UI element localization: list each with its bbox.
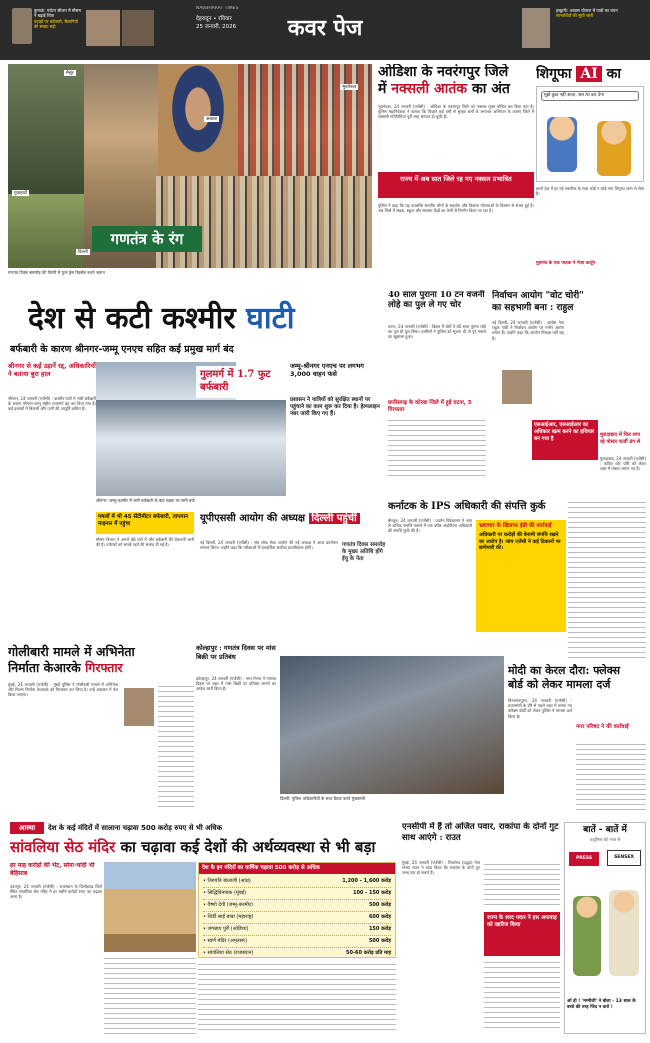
pawar-body-lines (484, 862, 560, 908)
baaten-sign-2: SENSEX (607, 850, 641, 866)
label-guwahati: गुवाहाटी (14, 191, 28, 196)
temple-row (203, 912, 391, 924)
cartoon-figure-2 (597, 121, 631, 176)
ips-box-body: अधिकारी पर करोड़ों की बेनामी संपत्ति रखने का आरोप है। जांच एजेंसी ने कई ठिकानों पर छापेमारी की। (479, 532, 561, 551)
odisha-headline: ओडिशा के नवरंगपुर जिले में नक्सली आतंक का अंत (378, 64, 510, 97)
parade-inset-a (8, 64, 84, 194)
upsc-body: नई दिल्ली, 24 जनवरी (एजेंसी) : संघ लोक सेवा आयोग की नई अध्यक्ष ने आज कार्यभार संभाल लिया। उन्होंने कहा कि परीक्षाओं में पारदर्शिता सर्वोच्च प्राथमिकता होगी। (200, 540, 338, 551)
shigufa-note: हमारे देश में हर नई तकनीक के साथ कोई न कोई नया शिगूफा जन्म ले लेता है। (536, 186, 644, 197)
label-ambala: अंबाला (206, 117, 218, 122)
rahul-headline: निर्वाचन आयोग "वोट चोरी" का सहभागी बना : राहुल (492, 291, 584, 313)
baaten-drawing (567, 846, 643, 996)
temple-amount: 600 करोड़ (368, 914, 391, 920)
masthead (0, 0, 650, 60)
paper-name: NAVBHARAT TIMES (196, 6, 239, 11)
baaten-byline: कार्टूनिस्ट की नजर से (589, 837, 621, 842)
meeting-photo-caption: दिल्ली: पुलिस अधिकारियों के साथ बैठक करते मुख्यमंत्री (280, 796, 365, 801)
shigufa-footer: गुड़गांव के एक पाठक ने भेजा कार्टून (536, 261, 596, 266)
shigufa-cartoon (536, 86, 644, 182)
kashmir-photo-main (96, 400, 286, 496)
republic-day-caption: गणतंत्र दिवस समारोह की तैयारी में फुल ड्रेस रिहर्सल करते जवान (8, 270, 105, 275)
odisha-body-2: पुलिस ने कहा कि यह उपलब्धि स्थानीय लोगों के सहयोग और विकास योजनाओं के विस्तार से संभव हुई है। अब जिले में सड़क, स्कूल और स्वास्थ्य केंद्रों का तेजी से निर्माण किया जा रहा है। (378, 203, 534, 214)
ips-headline: कर्नाटक के IPS अधिकारी की संपत्ति कुर्क (388, 501, 546, 512)
left-promo-photo (12, 8, 32, 44)
kashmir-info-box (290, 362, 382, 510)
rahul-body: नई दिल्ली, 24 जनवरी (एजेंसी) : कांग्रेस नेता राहुल गांधी ने निर्वाचन आयोग पर गंभीर आरोप लगाए हैं। उन्होंने कहा कि आयोग निष्पक्ष नहीं रहा है। (492, 320, 564, 341)
kashmir-photo-caption: श्रीनगर: जम्मू-कश्मीर में भारी बर्फबारी के बाद सड़क पर जमी बर्फ (96, 498, 195, 503)
bridge-body-lines (388, 418, 486, 478)
actor-photo (124, 688, 154, 726)
rahul-story (492, 290, 646, 498)
temple-name: • तिरुपति बालाजी (आंध्र) (203, 878, 251, 884)
temple-amount: 50-60 करोड़ प्रति माह (346, 950, 391, 956)
baaten-figure-1 (573, 896, 601, 976)
temple-table-title: देश के इन मंदिरों का वार्षिक चढ़ावा 500 करोड़ से अधिक (199, 863, 395, 874)
ips-body: बेंगलुरु, 24 जनवरी (एजेंसी) : प्रवर्तन निदेशालय ने आय से अधिक संपत्ति मामले में एक वरिष्ठ आईपीएस अधिकारी की संपत्ति कुर्क की है। (388, 518, 472, 534)
temple-name: • शिर्डी साईं बाबा (महाराष्ट्र) (203, 914, 254, 920)
bridge-theft-story (388, 290, 486, 496)
cartoon-figure (547, 117, 577, 172)
bridge-sub-head: छत्तीसगढ़ के कोरबा जिले में हुई घटना, 5 गिरफ्तार (388, 400, 472, 413)
kashmir-sub-head: गमलों में भी 45 सेंटीमीटर बर्फबारी, तापमान माइनस में पहुंचा (96, 512, 194, 534)
baaten-cartoon (564, 822, 646, 1034)
pawar-body-lines-2 (484, 960, 560, 1032)
baaten-title: बातें - बातें में (583, 825, 627, 835)
aastha-lower-columns (198, 962, 396, 1034)
temple-name: • जगन्नाथ पुरी (ओडिशा) (203, 926, 249, 932)
actor-body: मुंबई, 24 जनवरी (एजेंसी) : मुंबई पुलिस ने गोलीबारी मामले में अभिनेता और फिल्म निर्माता केआरके को गिरफ्तार कर लिया है। उन्हें अदालत में पेश किया जाएगा। (8, 682, 118, 698)
baaten-caption: ओ हो ! 'मम्मीजी' ने बोला - 13 साल के बच्चे की तरह जिद न करो ! (567, 999, 636, 1010)
temple-name: • सांवलिया सेठ (राजस्थान) (203, 950, 254, 956)
meeting-photo (280, 656, 504, 794)
aastha-body: उदयपुर, 24 जनवरी (एजेंसी) : राजस्थान के चित्तौड़गढ़ जिले स्थित सांवलिया सेठ मंदिर में हर महीने करोड़ों रुपए का चढ़ावा आता है। (10, 884, 102, 900)
baaten-figure-2 (609, 890, 639, 976)
kashmir-sub-story (96, 512, 194, 638)
page-title: कवर पेज (287, 15, 363, 41)
temple-row (203, 948, 391, 958)
kolhapur-body: कोल्हापुर, 24 जनवरी (एजेंसी) : नगर निगम ने गणतंत्र दिवस पर शहर में मांस बिक्री पर प्रतिबंध लगाने का आदेश जारी किया है। (196, 676, 276, 692)
shigufa-title: शिगूफा AI का (536, 66, 622, 82)
kashmir-snow-label: गुलमर्ग में 1.7 फुट बर्फबारी (196, 366, 276, 398)
rahul-photo (502, 370, 532, 404)
upsc-story (200, 512, 386, 640)
temple-amount: 500 करोड़ (368, 902, 391, 908)
rahul-quote: एसआईआर, एसआईआर का अधिकार खत्म करने का हथियार बन गया है (532, 420, 598, 460)
temple-amount: 500 करोड़ (368, 938, 391, 944)
right-promo-photo (522, 8, 550, 48)
kolhapur-story (196, 644, 276, 814)
modi-body-lines (576, 742, 646, 814)
actor-arrest-story (8, 644, 194, 814)
aastha-tag: आस्था (10, 822, 44, 834)
aastha-headline: सांवलिया सेठ मंदिर का चढ़ावा कई देशों की अर्थव्यवस्था से भी बड़ा (10, 838, 376, 856)
right-promo-text: हल्द्वानी: आवास योजना में पात्रों का चयन लाभार्थियों की सूची जारी (556, 8, 618, 19)
officer-portrait (158, 64, 238, 176)
modi-body: तिरुवनंतपुरम, 24 जनवरी (एजेंसी) : प्रधानमंत्री के दौरे से पहले शहर में लगाए गए फ्लेक्स बोर्डों को लेकर पुलिस ने मामला दर्ज किया है। (508, 698, 572, 719)
kashmir-side-head: श्रीनगर से कई उड़ानें रद्द, अधिकारियों ने बताया बुरा हाल (8, 362, 96, 378)
temple-table-rows (199, 874, 395, 958)
rahul-side-head: मुरादाबाद में फिर लगा रहे पोस्टर फर्जी ढंग से (600, 432, 641, 445)
kolhapur-headline: कोल्हापुर : गणतंत्र दिवस पर मांस बिक्री पर प्रतिबंध (196, 644, 276, 661)
band-contingent (238, 64, 372, 176)
baaten-sign-1: PRESS NOTE (569, 852, 599, 866)
kashmir-headline: देश से कटी कश्मीर घाटी (28, 301, 295, 336)
odisha-body: भुवनेश्वर, 24 जनवरी (एजेंसी) : ओडिशा के नवरंगपुर जिले को नक्सल मुक्त घोषित कर दिया गया है। पुलिस महानिदेशक ने बताया कि पिछले कई वर्षों से सुरक्षा बलों के लगातार अभियान के कारण जिले में नक्सली गतिविधियां पूरी तरह समाप्त हो चुकी हैं। (378, 104, 534, 120)
marching-contingent (156, 176, 372, 268)
left-promo-photo-2 (86, 10, 120, 46)
modi-headline: मोदी का केरल दौरा: फ्लेक्स बोर्ड को लेकर मामला दर्ज (508, 664, 621, 691)
ips-box-head: भ्रष्टाचार के खिलाफ ईडी की कार्रवाई (479, 523, 552, 529)
odisha-pullquote: राज्य में अब सात जिले रह गए नक्सल प्रभावित (378, 172, 534, 198)
temple-row (203, 888, 391, 900)
actor-headline: गोलीबारी मामले में अभिनेता निर्माता केआरके गिरफ्तार (8, 644, 135, 675)
shigufa-box (536, 64, 644, 286)
label-mysore: मैसूर (66, 71, 74, 76)
temple-name: • वैष्णो देवी (जम्मू-कश्मीर) (203, 902, 253, 908)
rahul-continued-column (568, 500, 646, 660)
kashmir-side-body: श्रीनगर, 24 जनवरी (एजेंसी) : कश्मीर घाटी में भारी बर्फबारी के कारण श्रीनगर-जम्मू राष्ट्रीय राजमार्ग बंद कर दिया गया है। कई इलाकों में बिजली और पानी की आपूर्ति बाधित है। (8, 396, 96, 412)
kashmir-box-body: प्रशासन ने यात्रियों को सुरक्षित स्थानों पर पहुंचाने का काम शुरू कर दिया है। हेल्पलाइन नंबर जारी किए गए हैं। (290, 397, 380, 417)
aastha-side-head: हर माह करोड़ों की भेंट, सोना-चांदी भी बेहिसाब (10, 862, 95, 877)
temple-row (203, 900, 391, 912)
temple-row (203, 876, 391, 888)
left-promo-text: कुमाऊं: पर्यटन सीजन में मौसम ने बढ़ाई चिंता पहाड़ों पर बर्फबारी, सैलानियों की संख्या बढ़ी (34, 8, 81, 30)
label-bhubaneswar: भुवनेश्वर (342, 85, 357, 90)
actor-body-lines (158, 684, 194, 810)
temple-amount: 100 - 150 करोड़ (352, 890, 391, 896)
ips-box (476, 520, 566, 632)
bridge-body: पटना, 24 जनवरी (एजेंसी) : बिहार में चोरों ने 40 साल पुराना लोहे का पुल ही चुरा लिया। ग्रामीणों ने पुलिस को सूचना दी तो पूरे मामले का खुलासा हुआ। (388, 324, 486, 340)
temple-donation-table (198, 862, 396, 958)
bridge-headline: 40 साल पुराना 10 टन वजनी लोहे का पुल ले गए चोर (388, 290, 485, 310)
temple-amount: 1,200 - 1,600 करोड़ (342, 878, 391, 884)
modi-sub-head: नगर परिषद ने की कार्रवाई (576, 724, 629, 730)
temple-row (203, 924, 391, 936)
pawar-quote: राज्य के शरद पवार ने इस अफवाह को खारिज किया (484, 912, 560, 956)
pawar-headline: एनसीपी में हैं तो अजित पवार, राकांपा के दोनों गुट साथ आएंगे : राउत (402, 822, 559, 843)
pawar-body: मुंबई, 24 जनवरी (एजेंसी) : शिवसेना (उद्धव) नेता संजय राउत ने दावा किया कि राकांपा के दोनों गुट जल्द एक हो सकते हैं। (402, 860, 480, 876)
temple-name: • स्वर्ण मंदिर (अमृतसर) (203, 938, 248, 944)
temple-name: • सिद्धिविनायक (मुंबई) (203, 890, 247, 896)
upsc-headline: यूपीएससी आयोग की अध्यक्ष दिल्ली पहुंचीं (200, 512, 386, 540)
aastha-kicker: देश के कई मंदिरों में सालाना चढ़ावा 500 करोड़ रुपए से भी अधिक (48, 824, 222, 832)
modi-kerala-story (508, 664, 646, 818)
temple-photo (104, 862, 196, 952)
rahul-side-body: मुरादाबाद, 24 जनवरी (एजेंसी) : कथित वोट चोरी को लेकर शहर में पोस्टर लगाए गए हैं। (600, 456, 646, 472)
odisha-story (378, 64, 534, 286)
republic-day-photo (8, 64, 372, 268)
upsc-side-box: गणतंत्र दिवस समारोह के मुख्य अतिथि होंगे ईयू के नेता (342, 542, 386, 562)
ips-story (388, 500, 566, 662)
kashmir-box-head: जम्मू-श्रीनगर एनएच पर लगभग 3,000 वाहन फंसे (290, 362, 364, 378)
left-promo-photo-3 (122, 10, 154, 46)
kashmir-side-column (8, 362, 96, 638)
kashmir-subhead: बर्फबारी के कारण श्रीनगर-जम्मू एनएच सहित कई प्रमुख मार्ग बंद (10, 344, 234, 355)
republic-day-caption-title: गणतंत्र के रंग (92, 226, 202, 252)
cartoon-speech: मुझे कुछ नहीं आता, सब AI कर देगा (541, 91, 639, 101)
temple-amount: 150 करोड़ (368, 926, 391, 932)
temple-row (203, 936, 391, 948)
aastha-body-lines (104, 956, 196, 1034)
label-delhi: दिल्ली (78, 250, 88, 255)
parade-inset-b (8, 194, 84, 268)
kashmir-sub-body: मौसम विभाग ने अगले 48 घंटों में और बर्फबारी की चेतावनी जारी की है। पर्यटकों को सतर्क रहने की सलाह दी गई है। (96, 537, 194, 548)
issue-info: देहरादून • रविवार 25 जनवरी, 2026 (196, 16, 237, 30)
pawar-story (402, 822, 560, 1034)
